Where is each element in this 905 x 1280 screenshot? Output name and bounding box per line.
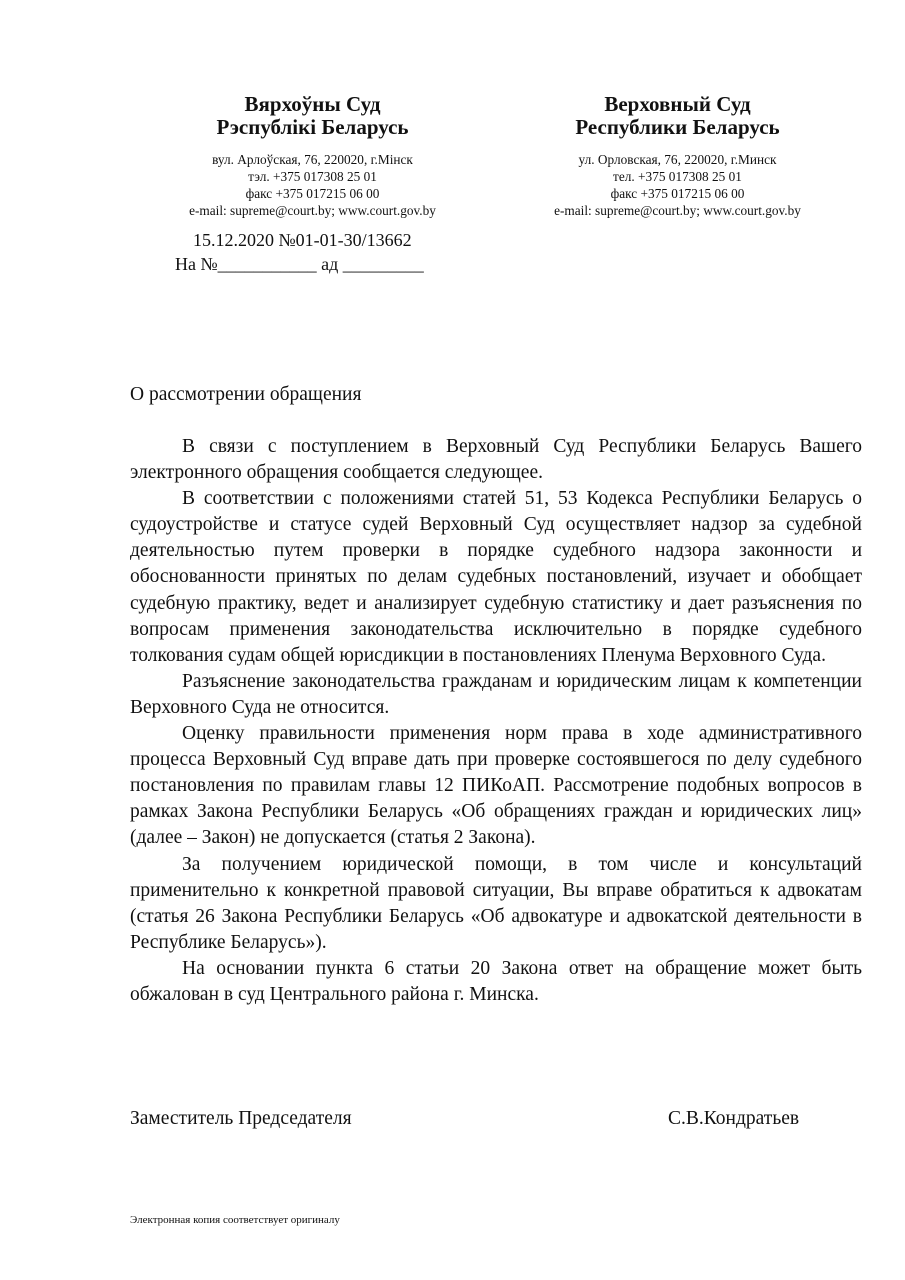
body-paragraph: За получением юридической помощи, в том числе и консультаций применительно к конкретной правовой ситуации, Вы вправе обратиться к адвокатам (статья 26 Закона Республики Беларусь «Об адвокатуре и адвокатской деятельности в Республике Беларусь»). <box>130 853 862 953</box>
fax-ru: факс +375 017215 06 00 <box>610 186 745 201</box>
phone-ru: тел. +375 017308 25 01 <box>613 169 742 184</box>
contacts-ru <box>510 151 845 219</box>
court-name-ru-line1: Верховный Суд <box>604 92 751 116</box>
court-name-be-line2: Рэспублікі Беларусь <box>216 115 409 139</box>
email-be: e-mail: supreme@court.by; www.court.gov.by <box>189 203 436 218</box>
contacts-be <box>150 151 475 219</box>
header-left-belarusian <box>150 93 475 219</box>
phone-be: тэл. +375 017308 25 01 <box>248 169 377 184</box>
body-paragraph: Оценку правильности применения норм права в ходе административного процесса Верховный Суд вправе дать при проверке состоявшегося по делу судебного постановления по правилам главы 12 ПИКоАП. Рассмотрение подобных вопросов в рамках Закона Республики Беларусь «Об обращениях граждан и юридических лиц» (далее – Закон) не допускается (статья 2 Закона). <box>130 723 862 849</box>
footer-note: Электронная копия соответствует оригиналу <box>130 1214 340 1226</box>
fax-be: факс +375 017215 06 00 <box>245 186 380 201</box>
reference-line: На №___________ ад _________ <box>175 254 424 274</box>
email-ru: e-mail: supreme@court.by; www.court.gov.by <box>554 203 801 218</box>
body-paragraph: В связи с поступлением в Верховный Суд Республики Беларусь Вашего электронного обращения сообщается следующее. <box>130 436 862 484</box>
signer-title: Заместитель Председателя <box>130 1108 352 1129</box>
header-right-russian <box>510 93 845 219</box>
signer-name: С.В.Кондратьев <box>668 1108 800 1129</box>
letter-body <box>130 434 862 1008</box>
body-paragraph: На основании пункта 6 статьи 20 Закона ответ на обращение может быть обжалован в суд Центрального района г. Минска. <box>130 957 862 1005</box>
registration-number: 15.12.2020 №01-01-30/13662 <box>193 230 412 250</box>
court-name-be-line1: Вярхоўны Суд <box>244 92 381 116</box>
body-paragraph: Разъяснение законодательства гражданам и юридическим лицам к компетенции Верховного Суда не относится. <box>130 670 862 718</box>
address-ru: ул. Орловская, 76, 220020, г.Минск <box>578 152 777 167</box>
address-be: вул. Арлоўская, 76, 220020, г.Мінск <box>212 152 413 167</box>
body-paragraph: В соответствии с положениями статей 51, 53 Кодекса Республики Беларусь о судоустройстве и статусе судей Верховный Суд осуществляет надзор за судебной деятельностью путем проверки в порядке судебного надзора законности и обоснованности принятых по делам судебных постановлений, изучает и обобщает судебную практику, ведет и анализирует судебную статистику и дает разъяснения по вопросам применения законодательства исключительно в порядке судебного толкования судам общей юрисдикции в постановлениях Пленума Верховного Суда. <box>130 488 862 666</box>
letter-subject: О рассмотрении обращения <box>130 384 362 405</box>
court-name-ru-line2: Республики Беларусь <box>575 115 780 139</box>
